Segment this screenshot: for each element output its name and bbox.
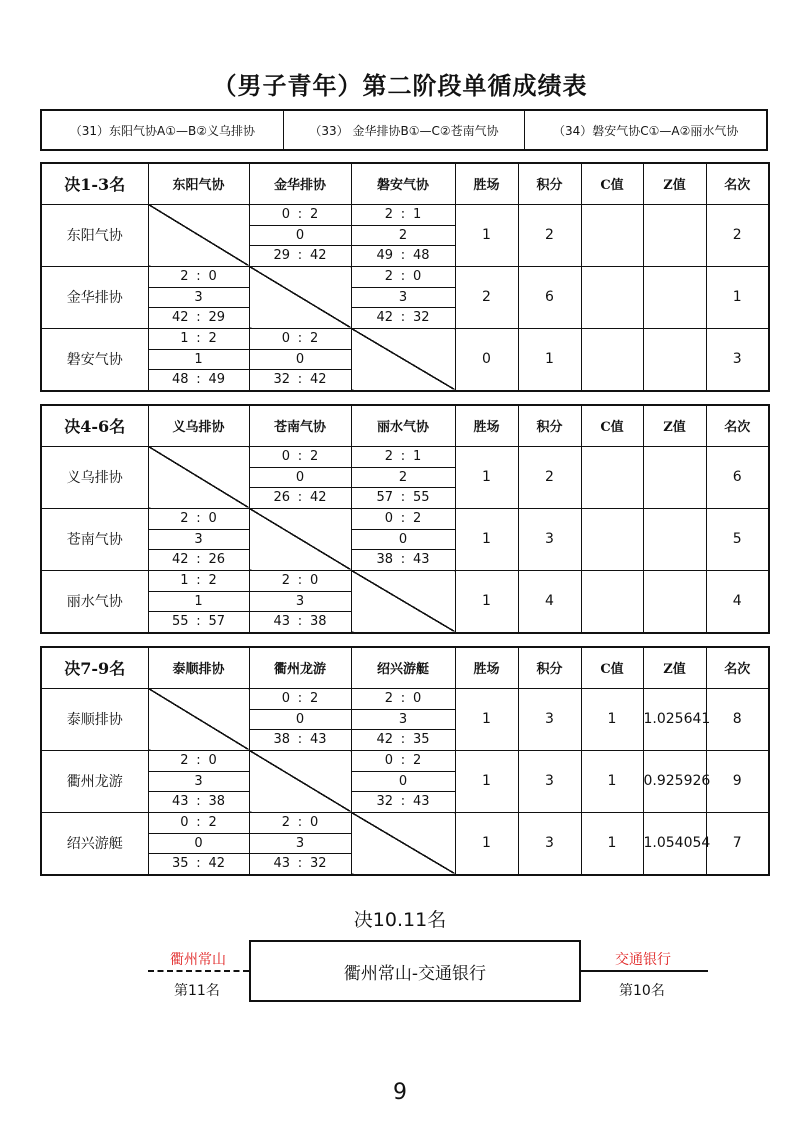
column-team-header: 绍兴游艇 bbox=[351, 647, 455, 688]
match-result-cell bbox=[249, 328, 351, 391]
z-value bbox=[643, 570, 706, 633]
sets-lost: 0 bbox=[208, 752, 217, 768]
page-title: （男子青年）第二阶段单循成绩表 bbox=[212, 72, 588, 100]
table-row bbox=[41, 328, 769, 391]
right-bracket-line bbox=[581, 970, 708, 972]
match-result-cell bbox=[249, 446, 351, 508]
points-value: 4 bbox=[518, 570, 581, 633]
score-against: 57 bbox=[208, 613, 226, 629]
score-for: 29 bbox=[273, 247, 290, 263]
column-team-header: 金华排协 bbox=[249, 163, 351, 204]
match-result-cell bbox=[249, 570, 351, 633]
column-header-wins: 胜场 bbox=[455, 163, 518, 204]
final-match-label: 衢州常山-交通银行 bbox=[343, 963, 487, 984]
match-result-cell bbox=[148, 508, 249, 570]
column-team-header: 磐安气协 bbox=[351, 163, 455, 204]
colon-separator: : bbox=[297, 206, 303, 222]
match-result-cell bbox=[249, 812, 351, 875]
row-team-name: 磐安气协 bbox=[41, 328, 148, 391]
column-header-rank: 名次 bbox=[706, 163, 769, 204]
sets-lost: 1 bbox=[413, 206, 422, 222]
match-points: 3 bbox=[149, 287, 249, 308]
colon-separator: : bbox=[196, 572, 201, 588]
score-for: 35 bbox=[171, 855, 189, 871]
wins-value: 1 bbox=[455, 446, 518, 508]
match-points: 3 bbox=[250, 833, 351, 854]
sets-won: 0 bbox=[281, 206, 290, 222]
match-summary-bar bbox=[40, 109, 768, 151]
match-result-cell bbox=[351, 266, 455, 328]
score-against: 49 bbox=[208, 371, 226, 387]
score-against: 38 bbox=[208, 793, 226, 809]
column-header-z: Z值 bbox=[643, 163, 706, 204]
final-title: 决10.11名 bbox=[353, 909, 447, 931]
group-label: 决4-6名 bbox=[41, 405, 148, 446]
sets-won: 1 bbox=[180, 572, 189, 588]
score-for: 32 bbox=[376, 793, 393, 809]
sets-won: 1 bbox=[180, 330, 189, 346]
final-right-team: 交通银行 bbox=[615, 952, 671, 968]
score-for: 26 bbox=[273, 489, 290, 505]
column-team-header: 东阳气协 bbox=[148, 163, 249, 204]
points-value: 3 bbox=[518, 508, 581, 570]
score-for: 48 bbox=[171, 371, 189, 387]
score-for: 42 bbox=[376, 309, 393, 325]
c-value bbox=[581, 446, 643, 508]
column-header-z: Z值 bbox=[643, 405, 706, 446]
score-against: 32 bbox=[310, 855, 327, 871]
score-for: 43 bbox=[273, 855, 290, 871]
match-result-cell bbox=[351, 204, 455, 266]
z-value bbox=[643, 328, 706, 391]
match-points: 0 bbox=[352, 771, 455, 792]
match-points: 0 bbox=[250, 467, 351, 488]
match-result-cell bbox=[148, 812, 249, 875]
row-team-name: 东阳气协 bbox=[41, 204, 148, 266]
match-summary-item: （34）磐安气协C①—A②丽水气协 bbox=[552, 123, 739, 138]
sets-lost: 0 bbox=[310, 572, 319, 588]
score-for: 55 bbox=[171, 613, 189, 629]
score-against: 43 bbox=[413, 793, 430, 809]
column-header-rank: 名次 bbox=[706, 647, 769, 688]
score-against: 55 bbox=[413, 489, 430, 505]
column-team-header: 丽水气协 bbox=[351, 405, 455, 446]
self-match-cell bbox=[148, 688, 249, 750]
colon-separator: : bbox=[400, 247, 406, 263]
c-value bbox=[581, 204, 643, 266]
score-against: 42 bbox=[310, 247, 327, 263]
score-for: 38 bbox=[376, 551, 393, 567]
sets-lost: 0 bbox=[208, 510, 217, 526]
self-match-cell bbox=[148, 446, 249, 508]
row-team-name: 衢州龙游 bbox=[41, 750, 148, 812]
rank-value: 6 bbox=[706, 446, 769, 508]
column-header-c: C值 bbox=[581, 163, 643, 204]
score-against: 32 bbox=[413, 309, 430, 325]
colon-separator: : bbox=[400, 752, 406, 768]
points-value: 6 bbox=[518, 266, 581, 328]
match-points: 0 bbox=[149, 833, 249, 854]
self-match-cell bbox=[351, 812, 455, 875]
group-label: 决1-3名 bbox=[41, 163, 148, 204]
left-bracket-line bbox=[148, 970, 249, 972]
column-header-rank: 名次 bbox=[706, 405, 769, 446]
match-summary-item: （31）东阳气协A①—B②义乌排协 bbox=[42, 111, 284, 149]
sets-won: 2 bbox=[384, 206, 393, 222]
score-against: 42 bbox=[208, 855, 226, 871]
colon-separator: : bbox=[297, 613, 303, 629]
points-value: 3 bbox=[518, 812, 581, 875]
rank-value: 5 bbox=[706, 508, 769, 570]
colon-separator: : bbox=[297, 448, 303, 464]
colon-separator: : bbox=[400, 731, 406, 747]
sets-won: 2 bbox=[180, 752, 189, 768]
wins-value: 1 bbox=[455, 570, 518, 633]
page-number: 9 bbox=[393, 1080, 407, 1105]
column-team-header: 苍南气协 bbox=[249, 405, 351, 446]
match-points: 3 bbox=[149, 529, 249, 550]
match-result-cell bbox=[351, 446, 455, 508]
sets-won: 2 bbox=[180, 510, 189, 526]
column-team-header: 衢州龙游 bbox=[249, 647, 351, 688]
final-right-rank: 第10名 bbox=[619, 983, 665, 999]
c-value: 1 bbox=[581, 812, 643, 875]
c-value bbox=[581, 328, 643, 391]
sets-lost: 0 bbox=[413, 268, 422, 284]
score-against: 26 bbox=[208, 551, 226, 567]
sets-lost: 2 bbox=[310, 330, 319, 346]
sets-lost: 2 bbox=[208, 814, 217, 830]
sets-lost: 2 bbox=[413, 752, 422, 768]
rank-value: 1 bbox=[706, 266, 769, 328]
sets-won: 0 bbox=[281, 448, 290, 464]
score-for: 32 bbox=[273, 371, 290, 387]
colon-separator: : bbox=[196, 330, 201, 346]
match-points: 2 bbox=[352, 225, 455, 246]
sets-won: 2 bbox=[281, 814, 290, 830]
match-points: 0 bbox=[250, 349, 351, 370]
match-points: 0 bbox=[250, 225, 351, 246]
row-team-name: 泰顺排协 bbox=[41, 688, 148, 750]
row-team-name: 丽水气协 bbox=[41, 570, 148, 633]
final-left-rank: 第11名 bbox=[174, 983, 220, 999]
colon-separator: : bbox=[196, 613, 201, 629]
colon-separator: : bbox=[297, 731, 303, 747]
self-match-cell bbox=[148, 204, 249, 266]
match-result-cell bbox=[148, 570, 249, 633]
rank-value: 3 bbox=[706, 328, 769, 391]
self-match-cell bbox=[249, 508, 351, 570]
score-for: 43 bbox=[273, 613, 290, 629]
colon-separator: : bbox=[196, 752, 201, 768]
score-against: 48 bbox=[413, 247, 430, 263]
colon-separator: : bbox=[297, 330, 303, 346]
colon-separator: : bbox=[196, 814, 201, 830]
self-match-cell bbox=[351, 328, 455, 391]
sets-won: 0 bbox=[384, 752, 393, 768]
z-value bbox=[643, 266, 706, 328]
colon-separator: : bbox=[297, 489, 303, 505]
colon-separator: : bbox=[400, 309, 406, 325]
colon-separator: : bbox=[196, 371, 201, 387]
wins-value: 0 bbox=[455, 328, 518, 391]
table-row bbox=[41, 750, 769, 812]
sets-won: 2 bbox=[384, 690, 393, 706]
group-label: 决7-9名 bbox=[41, 647, 148, 688]
colon-separator: : bbox=[297, 572, 303, 588]
colon-separator: : bbox=[297, 855, 303, 871]
z-value: 1.025641 bbox=[643, 688, 706, 750]
rank-value: 9 bbox=[706, 750, 769, 812]
score-against: 43 bbox=[310, 731, 327, 747]
row-team-name: 苍南气协 bbox=[41, 508, 148, 570]
sets-won: 2 bbox=[384, 268, 393, 284]
wins-value: 1 bbox=[455, 204, 518, 266]
sets-won: 2 bbox=[180, 268, 189, 284]
column-header-wins: 胜场 bbox=[455, 405, 518, 446]
self-match-cell bbox=[249, 750, 351, 812]
score-for: 38 bbox=[273, 731, 290, 747]
match-points: 1 bbox=[149, 349, 249, 370]
sets-lost: 2 bbox=[310, 690, 319, 706]
match-result-cell bbox=[351, 750, 455, 812]
colon-separator: : bbox=[196, 551, 201, 567]
column-header-points: 积分 bbox=[518, 405, 581, 446]
sets-lost: 0 bbox=[310, 814, 319, 830]
score-against: 42 bbox=[310, 371, 327, 387]
column-header-c: C值 bbox=[581, 405, 643, 446]
colon-separator: : bbox=[297, 371, 303, 387]
row-team-name: 金华排协 bbox=[41, 266, 148, 328]
rank-value: 7 bbox=[706, 812, 769, 875]
colon-separator: : bbox=[400, 690, 406, 706]
z-value bbox=[643, 204, 706, 266]
colon-separator: : bbox=[400, 510, 406, 526]
table-row bbox=[41, 812, 769, 875]
match-result-cell bbox=[351, 688, 455, 750]
match-points: 3 bbox=[250, 591, 351, 612]
wins-value: 1 bbox=[455, 508, 518, 570]
points-value: 3 bbox=[518, 688, 581, 750]
table-row bbox=[41, 204, 769, 266]
sets-lost: 2 bbox=[413, 510, 422, 526]
z-value bbox=[643, 508, 706, 570]
wins-value: 2 bbox=[455, 266, 518, 328]
match-points: 0 bbox=[352, 529, 455, 550]
score-for: 42 bbox=[376, 731, 393, 747]
colon-separator: : bbox=[297, 247, 303, 263]
score-against: 42 bbox=[310, 489, 327, 505]
score-for: 49 bbox=[376, 247, 393, 263]
score-against: 38 bbox=[310, 613, 327, 629]
rank-value: 2 bbox=[706, 204, 769, 266]
sets-won: 2 bbox=[384, 448, 393, 464]
sets-won: 0 bbox=[180, 814, 189, 830]
score-for: 57 bbox=[376, 489, 393, 505]
column-header-wins: 胜场 bbox=[455, 647, 518, 688]
sets-lost: 2 bbox=[208, 572, 217, 588]
sets-lost: 2 bbox=[310, 448, 319, 464]
c-value: 1 bbox=[581, 688, 643, 750]
colon-separator: : bbox=[297, 690, 303, 706]
score-for: 42 bbox=[171, 551, 189, 567]
colon-separator: : bbox=[400, 448, 406, 464]
row-team-name: 绍兴游艇 bbox=[41, 812, 148, 875]
column-header-z: Z值 bbox=[643, 647, 706, 688]
column-header-points: 积分 bbox=[518, 163, 581, 204]
table-row bbox=[41, 570, 769, 633]
match-summary-item: （33） 金华排协B①—C②苍南气协 bbox=[284, 111, 526, 149]
group-table bbox=[40, 404, 770, 634]
final-left-team: 衢州常山 bbox=[170, 952, 226, 968]
z-value bbox=[643, 446, 706, 508]
wins-value: 1 bbox=[455, 812, 518, 875]
match-points: 2 bbox=[352, 467, 455, 488]
match-result-cell bbox=[249, 204, 351, 266]
match-result-cell bbox=[148, 328, 249, 391]
rank-value: 8 bbox=[706, 688, 769, 750]
c-value bbox=[581, 570, 643, 633]
z-value: 0.925926 bbox=[643, 750, 706, 812]
group-table bbox=[40, 646, 770, 876]
colon-separator: : bbox=[400, 206, 406, 222]
sets-lost: 0 bbox=[413, 690, 422, 706]
score-against: 29 bbox=[208, 309, 226, 325]
sets-lost: 0 bbox=[208, 268, 217, 284]
score-against: 43 bbox=[413, 551, 430, 567]
rank-value: 4 bbox=[706, 570, 769, 633]
table-row bbox=[41, 688, 769, 750]
sets-lost: 2 bbox=[310, 206, 319, 222]
colon-separator: : bbox=[400, 793, 406, 809]
self-match-cell bbox=[351, 570, 455, 633]
table-row bbox=[41, 266, 769, 328]
sets-won: 0 bbox=[281, 330, 290, 346]
column-header-c: C值 bbox=[581, 647, 643, 688]
colon-separator: : bbox=[400, 551, 406, 567]
sets-won: 0 bbox=[281, 690, 290, 706]
points-value: 1 bbox=[518, 328, 581, 391]
sets-lost: 1 bbox=[413, 448, 422, 464]
score-for: 43 bbox=[171, 793, 189, 809]
score-for: 42 bbox=[171, 309, 189, 325]
colon-separator: : bbox=[400, 489, 406, 505]
match-points: 3 bbox=[352, 287, 455, 308]
colon-separator: : bbox=[196, 793, 201, 809]
match-result-cell bbox=[351, 508, 455, 570]
wins-value: 1 bbox=[455, 688, 518, 750]
table-row bbox=[41, 446, 769, 508]
group-table bbox=[40, 162, 770, 392]
score-against: 35 bbox=[413, 731, 430, 747]
sets-lost: 2 bbox=[208, 330, 217, 346]
points-value: 2 bbox=[518, 446, 581, 508]
match-points: 1 bbox=[149, 591, 249, 612]
match-result-cell bbox=[148, 750, 249, 812]
colon-separator: : bbox=[196, 309, 201, 325]
column-team-header: 泰顺排协 bbox=[148, 647, 249, 688]
c-value: 1 bbox=[581, 750, 643, 812]
colon-separator: : bbox=[196, 510, 201, 526]
column-header-points: 积分 bbox=[518, 647, 581, 688]
match-points: 3 bbox=[352, 709, 455, 730]
points-value: 2 bbox=[518, 204, 581, 266]
sets-won: 0 bbox=[384, 510, 393, 526]
match-points: 0 bbox=[250, 709, 351, 730]
c-value bbox=[581, 508, 643, 570]
table-row bbox=[41, 508, 769, 570]
match-result-cell bbox=[249, 688, 351, 750]
column-team-header: 义乌排协 bbox=[148, 405, 249, 446]
row-team-name: 义乌排协 bbox=[41, 446, 148, 508]
colon-separator: : bbox=[196, 268, 201, 284]
match-points: 3 bbox=[149, 771, 249, 792]
final-match-box bbox=[249, 940, 581, 1002]
z-value: 1.054054 bbox=[643, 812, 706, 875]
c-value bbox=[581, 266, 643, 328]
sets-won: 2 bbox=[281, 572, 290, 588]
match-result-cell bbox=[148, 266, 249, 328]
self-match-cell bbox=[249, 266, 351, 328]
colon-separator: : bbox=[400, 268, 406, 284]
colon-separator: : bbox=[297, 814, 303, 830]
wins-value: 1 bbox=[455, 750, 518, 812]
colon-separator: : bbox=[196, 855, 201, 871]
points-value: 3 bbox=[518, 750, 581, 812]
